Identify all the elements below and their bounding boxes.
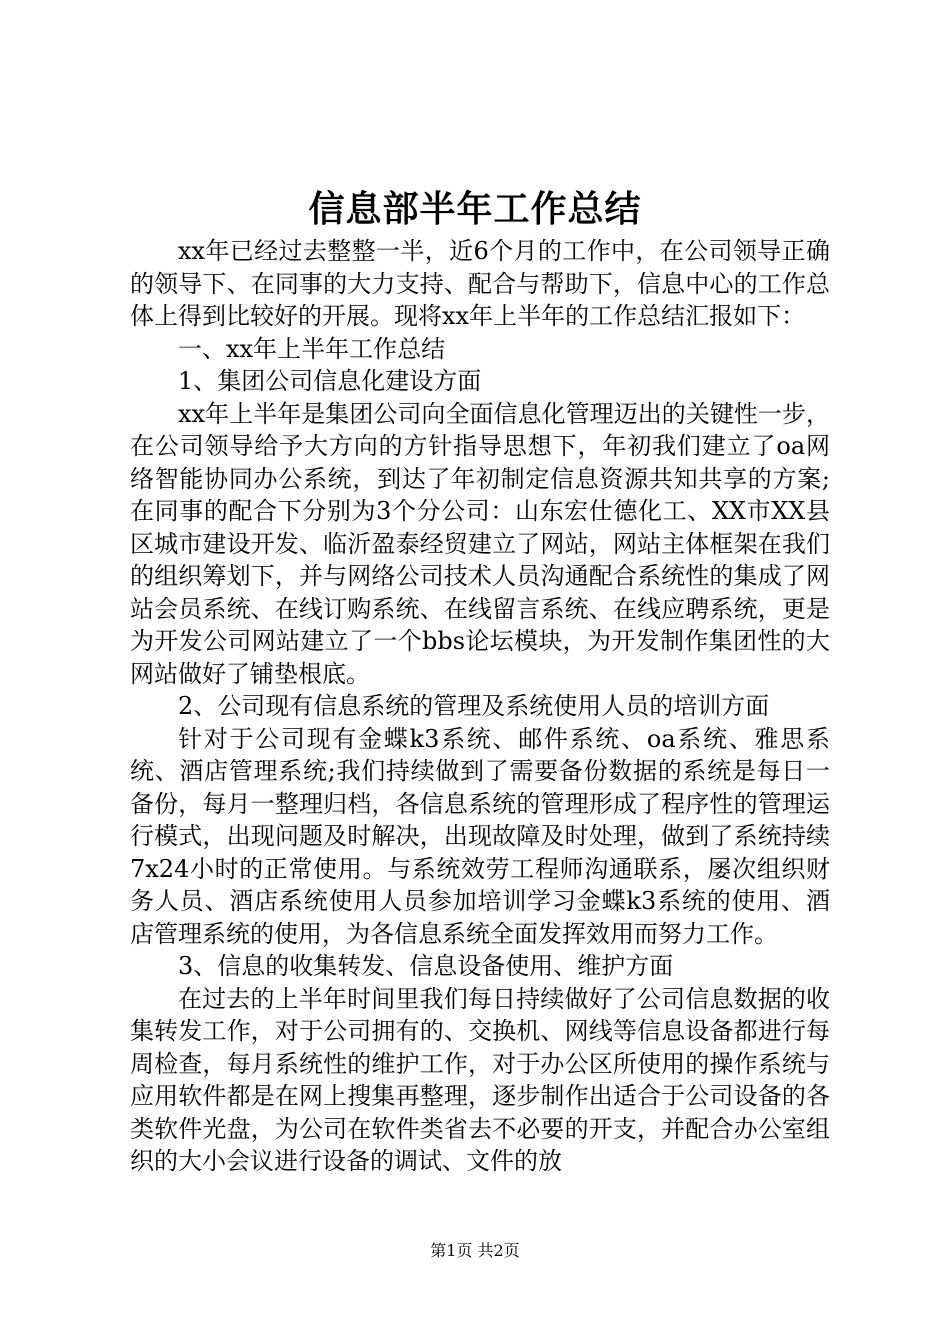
- subsection-heading-3: 3、信息的收集转发、信息设备使用、维护方面: [178, 952, 674, 980]
- document-title: 信息部半年工作总结: [308, 188, 642, 230]
- paragraph-subsection-1: xx年上半年是集团公司向全面信息化管理迈出的关键性一步，在公司领导给予大方向的方针指导思想下，年初我们建立了oa网络智能协同办公系统，到达了年初制定信息资源共知共享的方案;在同事的配合下分别为3个分公司：山东宏仕德化工、XX市XX县区城市建设开发、临沂盈泰经贸建立了网站，网站主体框架在我们的组织筹划下，并与网络公司技术人员沟通配合系统性的集成了网站会员系统、在线订购系统、在线留言系统、在线应聘系统，更是为开发公司网站建立了一个bbs论坛模块，为开发制作集团性的大网站做好了铺垫根底。: [130, 399, 830, 688]
- subsection-heading-1: 1、集团公司信息化建设方面: [178, 367, 482, 395]
- section-heading-1: 一、xx年上半年工作总结: [178, 334, 446, 363]
- subsection-heading-2: 2、公司现有信息系统的管理及系统使用人员的培训方面: [178, 692, 770, 720]
- paragraph-subsection-2: 针对于公司现有金蝶k3系统、邮件系统、oa系统、雅思系统、酒店管理系统;我们持续做到了需要备份数据的系统是每日一备份，每月一整理归档，各信息系统的管理形成了程序性的管理运行模式，出现问题及时解决，出现故障及时处理，做到了系统持续7x24小时的正常使用。与系统效劳工程师沟通联系，屡次组织财务人员、酒店系统使用人员参加培训学习金蝶k3系统的使用、酒店管理系统的使用，为各信息系统全面发挥效用而努力工作。: [130, 724, 830, 948]
- document-body: [130, 235, 830, 1178]
- paragraph-intro: xx年已经过去整整一半，近6个月的工作中，在公司领导正确的领导下、在同事的大力支持、配合与帮助下，信息中心的工作总体上得到比较好的开展。现将xx年上半年的工作总结汇报如下：: [130, 237, 830, 330]
- page-number-footer: 第1页 共2页: [430, 1241, 520, 1260]
- paragraph-subsection-3: 在过去的上半年时间里我们每日持续做好了公司信息数据的收集转发工作，对于公司拥有的、交换机、网线等信息设备都进行每周检查，每月系统性的维护工作，对于办公区所使用的操作系统与应用软件都是在网上搜集再整理，逐步制作出适合于公司设备的各类软件光盘，为公司在软件类省去不必要的开支，并配合办公室组织的大小会议进行设备的调试、文件的放: [130, 984, 830, 1175]
